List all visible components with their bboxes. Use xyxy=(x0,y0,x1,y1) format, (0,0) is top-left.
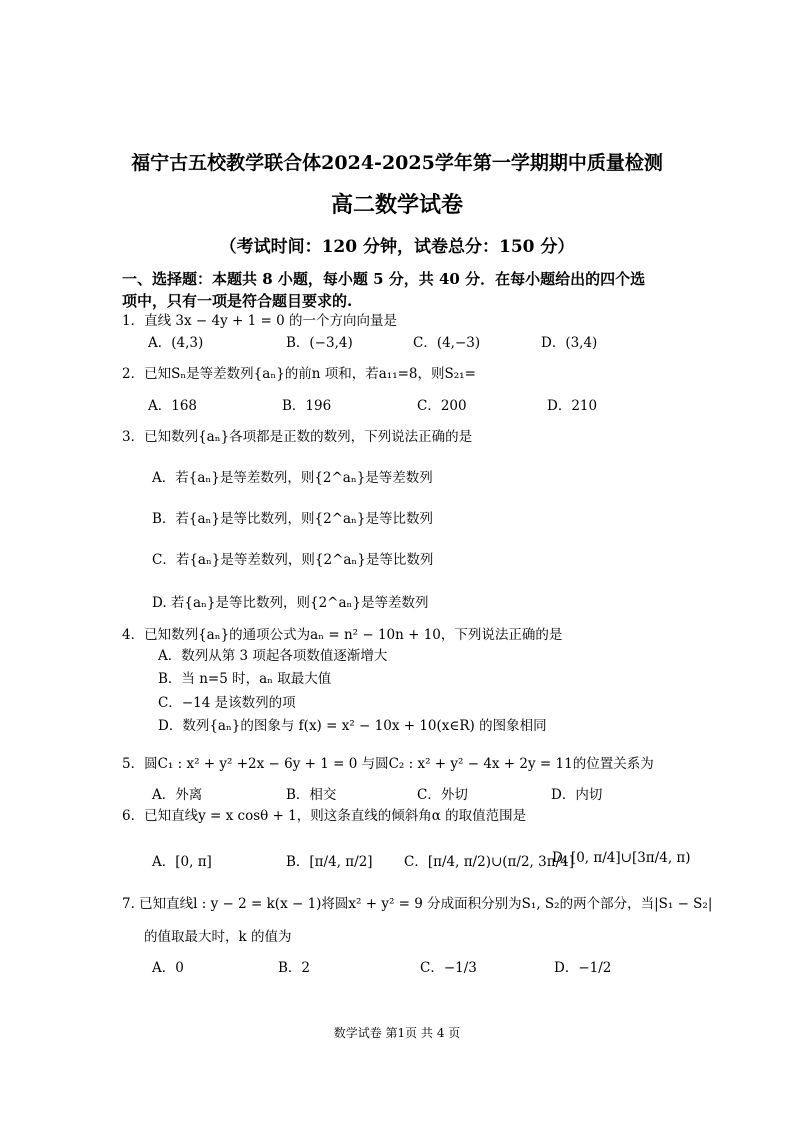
q2-option-b: B．196 xyxy=(282,398,332,414)
q4-option-c: C．−14 是该数列的项 xyxy=(158,695,296,711)
q3-option-d: D. 若{aₙ}是等比数列，则{2^aₙ}是等差数列 xyxy=(152,595,429,611)
section-heading-line1: 一、选择题：本题共 8 小题，每小题 5 分，共 40 分．在每小题给出的四个选 xyxy=(122,270,646,288)
q7-stem-line1: 7. 已知直线l : y − 2 = k(x − 1)将圆x² + y² = 9 分成面积分别为S₁, S₂的两个部分，当|S₁ − S₂| xyxy=(122,896,713,912)
q6-option-c: C．[π/4, π/2)∪(π/2, 3π/4] xyxy=(404,854,575,870)
q2-stem: 2．已知Sₙ是等差数列{aₙ}的前n 项和，若a₁₁=8，则S₂₁= xyxy=(122,366,476,382)
q5-option-c: C．外切 xyxy=(417,787,468,803)
q4-stem: 4．已知数列{aₙ}的通项公式为aₙ = n² − 10n + 10，下列说法正确的是 xyxy=(122,627,563,643)
q5-option-b: B．相交 xyxy=(286,787,337,803)
exam-subtitle: 高二数学试卷 xyxy=(330,192,463,218)
q4-option-d: D．数列{aₙ}的图象与 f(x) = x² − 10x + 10(x∈R) 的图象相同 xyxy=(158,718,547,734)
q4-option-a: A．数列从第 3 项起各项数值逐渐增大 xyxy=(158,648,388,664)
q5-option-d: D．内切 xyxy=(551,787,603,803)
q2-option-a: A．168 xyxy=(148,398,198,414)
q7-option-b: B．2 xyxy=(278,960,311,976)
q2-option-c: C．200 xyxy=(417,398,467,414)
q3-option-a: A．若{aₙ}是等差数列，则{2^aₙ}是等差数列 xyxy=(152,470,433,486)
q2-option-d: D．210 xyxy=(547,398,598,414)
q5-option-a: A．外离 xyxy=(152,787,203,803)
q6-option-a: A．[0, π] xyxy=(152,854,212,870)
q3-option-b: B．若{aₙ}是等比数列，则{2^aₙ}是等比数列 xyxy=(152,511,433,527)
q6-stem: 6．已知直线y = x cosθ + 1，则这条直线的倾斜角α 的取值范围是 xyxy=(122,808,527,824)
q7-stem-line2: 的值取最大时，k 的值为 xyxy=(144,929,292,945)
exam-info: （考试时间：120 分钟，试卷总分：150 分） xyxy=(219,237,575,257)
q1-stem: 1．直线 3x − 4y + 1 = 0 的一个方向向量是 xyxy=(122,313,397,329)
q6-option-b: B．[π/4, π/2] xyxy=(286,854,373,870)
q1-option-d: D．(3,4) xyxy=(541,335,598,351)
q1-option-c: C．(4,−3) xyxy=(413,335,481,351)
q7-option-a: A．0 xyxy=(152,960,184,976)
q3-option-c: C．若{aₙ}是等差数列，则{2^aₙ}是等比数列 xyxy=(152,552,434,568)
q4-option-b: B．当 n=5 时，aₙ 取最大值 xyxy=(158,671,332,687)
q1-option-b: B．(−3,4) xyxy=(286,335,353,351)
exam-title: 福宁古五校教学联合体2024-2025学年第一学期期中质量检测 xyxy=(131,152,663,174)
page-footer: 数学试卷 第1页 共 4 页 xyxy=(333,1026,461,1040)
q7-option-d: D．−1/2 xyxy=(554,960,612,976)
q5-stem: 5．圆C₁ : x² + y² +2x − 6y + 1 = 0 与圆C₂ : x² + y² − 4x + 2y = 11的位置关系为 xyxy=(122,756,654,772)
section-heading-line2: 项中，只有一项是符合题目要求的. xyxy=(122,292,353,310)
q3-stem: 3．已知数列{aₙ}各项都是正数的数列，下列说法正确的是 xyxy=(122,429,473,445)
q6-option-d: D. [0, π/4]∪[3π/4, π) xyxy=(552,850,691,866)
q7-option-c: C．−1/3 xyxy=(420,960,477,976)
q1-option-a: A．(4,3) xyxy=(148,335,204,351)
